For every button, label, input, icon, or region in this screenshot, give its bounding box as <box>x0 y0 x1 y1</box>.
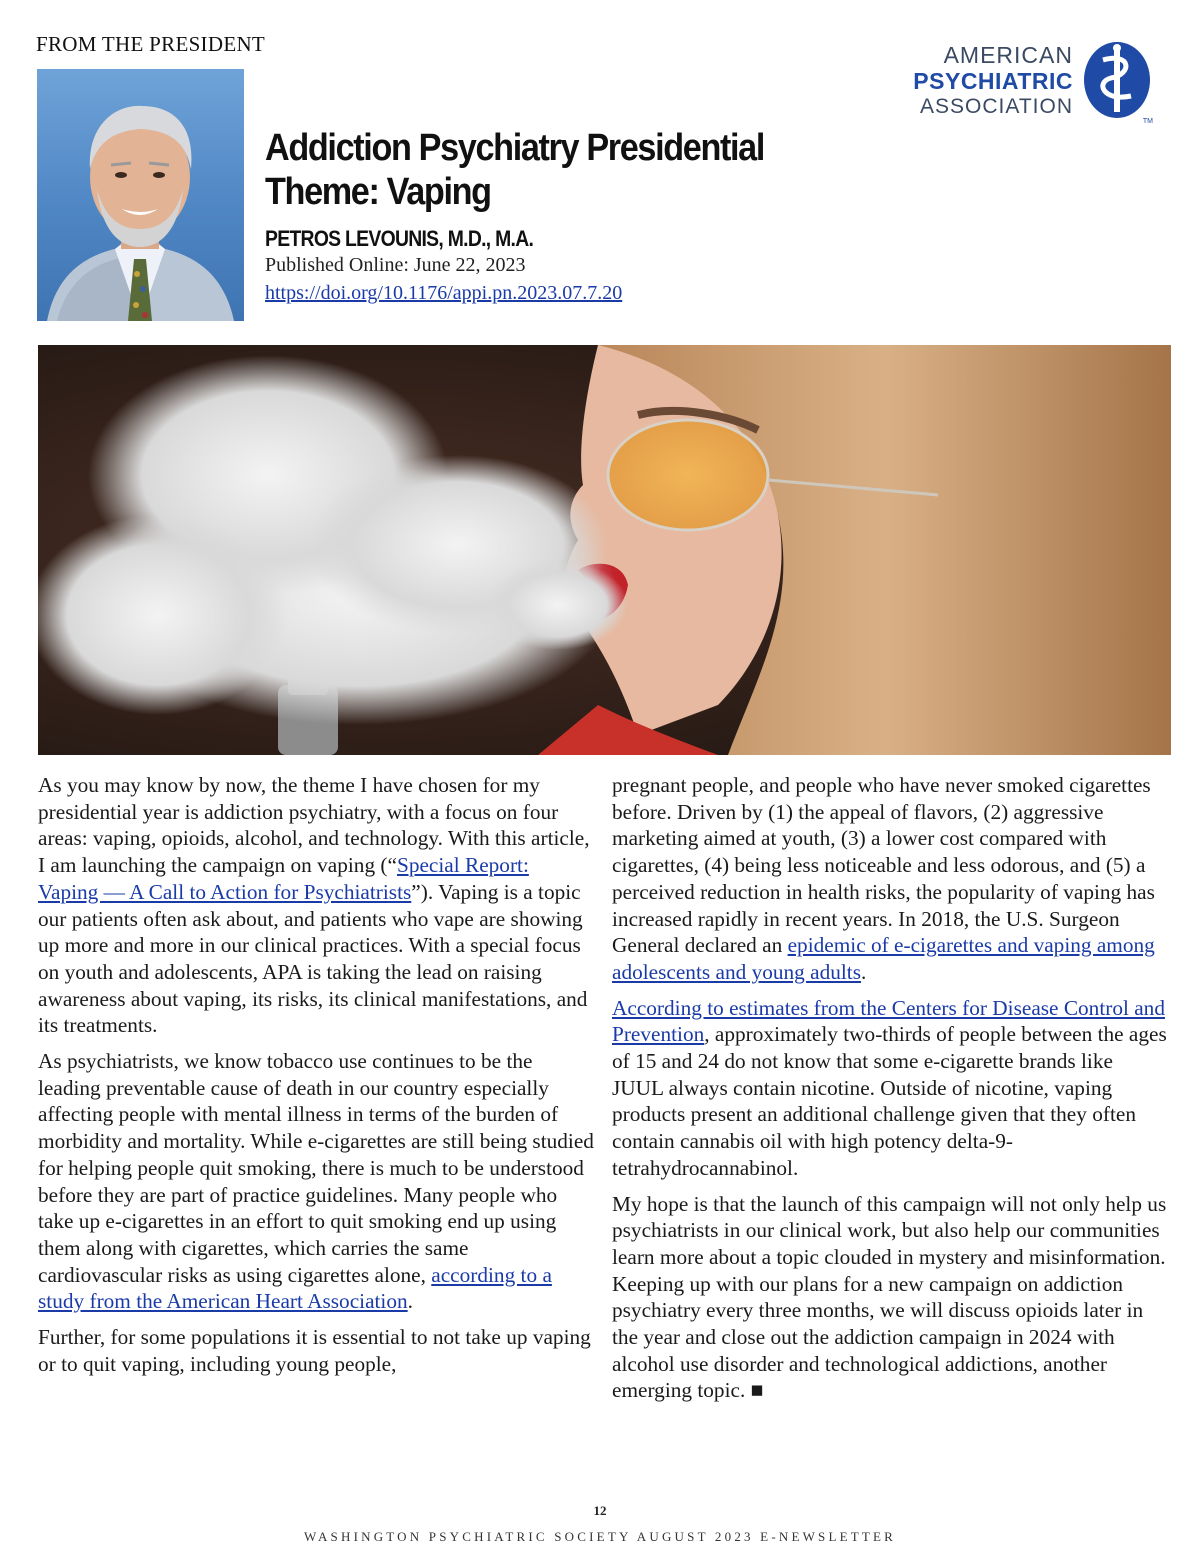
paragraph <box>38 772 594 1039</box>
paragraph-text: . <box>861 959 867 984</box>
apa-logo <box>900 38 1165 130</box>
publication-footer: WASHINGTON PSYCHIATRIC SOCIETY AUGUST 2023 E-NEWSLETTER <box>303 1529 897 1544</box>
surgeon-general-link[interactable]: epidemic of e-cigarettes and vaping among adolescents and young adults <box>612 933 1155 984</box>
paragraph-text: As psychiatrists, we know tobacco use continues to be the leading preventable cause of death in our country especially affecting people with mental illness in terms of the burden of morbidity and mortality. While e-cigarettes are still being studied for helping people quit smoking, there is much to be understood before they are part of practice guidelines. Many people who take up e-cigarettes in an effort to quit smoking end up using them along with cigarettes, which carries the same cardiovascular risks as using cigarettes alone, <box>38 1049 594 1287</box>
paragraph: My hope is that the launch of this campaign will not only help us psychiatrists in our clinical work, but also help our communities learn more about a topic clouded in mystery and misinformation. Keeping up with our plans for a new campaign on addiction psychiatry every three months, we will discuss opioids later in the year and close out the addiction campaign in 2024 with alcohol use disorder and technological addictions, another emerging topic. ■ <box>612 1191 1167 1403</box>
published-date: Published Online: June 22, 2023 <box>265 254 526 276</box>
paragraph <box>38 1048 594 1315</box>
paragraph-text: ”). Vaping is a topic our patients often ask about, and patients who vape are showing up more and more in our clinical practices. With a special focus on youth and adolescents, APA is taking the lead on raising awareness about vaping, its risks, its clinical manifestations, and its treatments. <box>38 879 588 1038</box>
author-portrait <box>37 69 244 321</box>
apa-emblem-icon <box>1081 38 1153 120</box>
doi-link[interactable]: https://doi.org/10.1176/appi.pn.2023.07.7.20 <box>265 282 623 304</box>
paragraph-text: As you may know by now, the theme I have chosen for my presidential year is addiction psychiatry, with a focus on four areas: vaping, opioids, alcohol, and technology. With this article, I am launching the campaign on vaping (“ <box>38 773 590 878</box>
paragraph: Further, for some populations it is essential to not take up vaping or to quit vaping, including young people, <box>38 1325 591 1376</box>
logo-line-3: ASSOCIATION <box>920 95 1073 118</box>
hero-image <box>38 345 1171 755</box>
article-title: Addiction Psychiatry Presidential Theme: Vaping <box>265 127 765 213</box>
body-column-right <box>612 772 1168 1413</box>
cdc-estimates-link[interactable]: According to estimates from the Centers for Disease Control and Prevention <box>612 995 1165 1047</box>
article-author: PETROS LEVOUNIS, M.D., M.A. <box>265 226 534 251</box>
aha-study-link[interactable]: according to a study from the American Heart Association <box>38 1262 552 1314</box>
logo-line-2: PSYCHIATRIC <box>913 68 1073 94</box>
paragraph <box>612 995 1168 1182</box>
paragraph-text: pregnant people, and people who have never smoked cigarettes before. Driven by (1) the appeal of flavors, (2) aggressive marketing aimed at youth, (3) a lower cost compared with cigarettes, (4) being less noticeable and less odorous, and (5) a perceived reduction in health risks, the popularity of vaping has increased rapidly in recent years. In 2018, the U.S. Surgeon General declared an <box>612 773 1155 958</box>
special-report-link[interactable]: Special Report: Vaping — A Call to Action for Psychiatrists <box>38 853 529 904</box>
paragraph <box>612 772 1168 986</box>
paragraph-text: . <box>407 1289 413 1314</box>
body-column-left <box>38 772 594 1386</box>
section-label: FROM THE PRESIDENT <box>36 32 266 56</box>
logo-line-1: AMERICAN <box>943 42 1073 68</box>
trademark-mark: TM <box>1142 118 1153 125</box>
paragraph-text: , approximately two-thirds of people between the ages of 15 and 24 do not know that some e-cigarette brands like JUUL always contain nicotine. Outside of nicotine, vaping products present an additional challenge given that they often contain cannabis oil with high potency delta-9-tetrahydrocannabinol. <box>612 1022 1167 1180</box>
page-number: 12 <box>593 1503 607 1518</box>
